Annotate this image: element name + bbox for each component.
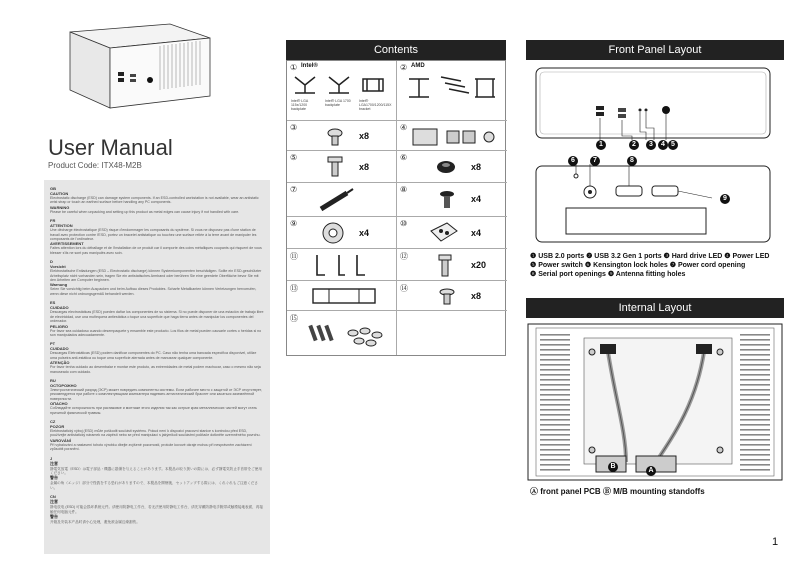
screw-icon: [437, 287, 457, 307]
long-screw-icon: [437, 253, 453, 279]
warning-heading: 注意: [50, 460, 58, 466]
vent-slot: [540, 374, 570, 376]
cell-quantity: x8: [359, 162, 370, 172]
warning-language: ES: [50, 300, 56, 306]
warning-text: 金属の角（エッジ）部分で怪我をする恐れがありますので、本製品を開梱後、セットアップする際には、くれぐれもご注意ください。: [50, 481, 258, 490]
warning-heading: CAUTION: [50, 191, 69, 196]
callout-marker: 5: [668, 140, 678, 150]
warning-text: Descargas electrostáticas (ESD) pueden dañar los componentes de su sistema. Si no puede disponer de una estación de trabajo libre de electricidad, use una muñequera antiestática o toque una superficie que haga tierra antes de manipular los componentes del ordenador.: [50, 310, 264, 324]
contents-cell-3: [287, 121, 397, 151]
warning-text: Při vybalování a nastavení tohoto výrobku dbejte zvýšené pozornosti, protože kovové okraje mohou při nesprávném zacházení způsobit poranění.: [50, 442, 252, 452]
front-panel-diagram: [526, 62, 784, 250]
cell-number: ⑩: [400, 219, 408, 228]
contents-cell-4: [397, 121, 507, 151]
legend-line: ❶ USB 2.0 ports ❷ USB 3.2 Gen 1 ports ❸ Hard drive LED ❹ Power LED: [530, 253, 770, 260]
vent-slot: [740, 364, 770, 366]
intel-backplates-icon: [291, 73, 391, 97]
warning-heading: CUIDADO: [50, 346, 69, 352]
front-panel-legend: [530, 252, 770, 279]
warning-section: [50, 419, 264, 452]
callout-marker: 9: [720, 194, 730, 204]
warning-text: 静電気放電（ESD）は電子部品・機器に損傷を与えることがあります。本製品の取り扱いの際には、必ず静電気防止手首帯をご使用ください。: [50, 466, 262, 475]
cell-number: ⑫: [400, 252, 408, 261]
callout-marker: 1: [596, 140, 606, 150]
cell-label: Intel®: [301, 63, 318, 69]
warning-language: D: [50, 259, 53, 265]
warning-text: Por favor tenha cuidado ao desembalar e montar este produto, as extremidades de metal podem machucar, caso o mesmo não seja manuseado com cuidado.: [50, 365, 261, 374]
callout-marker: A: [646, 466, 656, 476]
warning-language: J: [50, 455, 53, 461]
cell-caption: Intel® LGA 115x/1200 backplate: [291, 99, 308, 111]
cell-number: ②: [400, 63, 408, 72]
vent-slot: [540, 404, 570, 406]
vent-slot: [740, 459, 770, 461]
warning-section: [50, 456, 264, 491]
contents-cell-6: [397, 151, 507, 183]
screw-icon: [325, 127, 345, 147]
contents-cell-10: [397, 217, 507, 249]
vent-slot: [540, 419, 570, 421]
contents-cell-2: [397, 61, 507, 121]
cell-number: ⑮: [290, 314, 298, 323]
rubber-foot-icon: [435, 157, 457, 177]
warning-section: [50, 494, 264, 524]
warning-section: [50, 186, 264, 214]
vent-slot: [740, 399, 770, 401]
warning-section: [50, 218, 264, 255]
cell-number: ⑧: [400, 185, 408, 194]
drive-bracket-icon: [309, 285, 379, 307]
vent-slot: [540, 399, 570, 401]
vent-slot: [540, 439, 570, 441]
warning-heading: 警告: [50, 475, 58, 481]
cell-quantity: x8: [471, 291, 482, 301]
product-code: Product Code: ITX48-M2B: [48, 161, 142, 170]
vent-slot: [540, 349, 570, 351]
legend-line: ❽ Serial port openings ❾ Antenna fitting holes: [530, 271, 686, 278]
contents-cell-12: [397, 249, 507, 281]
vent-slot: [740, 389, 770, 391]
vent-slot: [740, 404, 770, 406]
warning-heading: Vorsicht: [50, 264, 66, 270]
vent-slot: [540, 379, 570, 381]
warning-heading: WARNING: [50, 204, 70, 210]
callout-marker: 2: [629, 140, 639, 150]
contents-cell-8: [397, 183, 507, 217]
warning-section: [50, 300, 264, 337]
cell-number: ⑤: [290, 153, 298, 162]
vent-slot: [740, 429, 770, 431]
internal-layout-header: Internal Layout: [526, 298, 784, 318]
mounting-bracket-icon: [429, 221, 459, 245]
contents-cell-9: [287, 217, 397, 249]
vent-slot: [540, 469, 570, 471]
contents-header: Contents: [286, 40, 506, 60]
washer-icon: [321, 221, 345, 245]
callout-marker: 6: [568, 156, 578, 166]
warning-heading: ОСТОРОЖНО: [50, 382, 77, 388]
warning-section: [50, 259, 264, 296]
vent-slot: [540, 424, 570, 426]
internal-layout-legend: Ⓐ front panel PCB Ⓑ M/B mounting standoffs: [530, 487, 705, 496]
warning-text: Elektrostatický výboj (ESD) může poškodit součásti systému. Pokud není k dispozici pracovní stanice s kontrolou před ESD, používejte antistatický náramek na zápěstí nebo se před manipulací s jakýmikoli součástmi počítače dotkněte uzemněného povrchu.: [50, 428, 261, 438]
front-panel-header: Front Panel Layout: [526, 40, 784, 60]
warning-heading: ATENÇÃO: [50, 360, 70, 366]
vent-slot: [540, 454, 570, 456]
vent-slot: [740, 444, 770, 446]
warnings-panel: [44, 180, 270, 554]
vent-slot: [540, 384, 570, 386]
warning-text: Une décharge électrostatique (ESD) risque d'endommager les composants du système. Si vous ne disposez pas d'une station de travail avec protection contre l'ESD, portez un bracelet antistatique ou touchez une surface reliée à la terre avant de manipuler les composants de l'ordinateur.: [50, 228, 257, 242]
cell-quantity: x4: [471, 194, 482, 204]
warning-text: Seien Sie vorsichtig beim Auspacken und beim Aufbau dieses Produktes. Scharfe Metallkanten können Verletzungen hervorrufen, wenn diese nicht ordnungsgemäß behandelt werden.: [50, 287, 257, 296]
cell-number: ⑬: [290, 284, 298, 293]
warning-heading: 注意: [50, 499, 58, 505]
product-illustration: [60, 20, 220, 120]
contents-cell-13: [287, 281, 397, 311]
manual-title: User Manual: [48, 135, 173, 160]
amd-brackets-icon: [405, 73, 501, 103]
vent-slot: [740, 369, 770, 371]
warning-text: 静电放电 (ESD) 可能会损坏系统元件。请使用防静电工作台，若无法使用防静电工作台，请先穿戴防静电手腕带或触摸接地表面，再接触任何电脑元件。: [50, 505, 264, 514]
cell-number: ①: [290, 63, 298, 72]
warning-text: Please be careful when unpacking and setting up this product as metal edges can cause injury if not handled with care.: [50, 209, 240, 214]
contents-cell-15: [287, 311, 397, 355]
vent-slot: [740, 334, 770, 336]
warning-heading: ОПАСНО: [50, 401, 68, 407]
vent-slot: [540, 359, 570, 361]
thermal-paste-syringe-icon: [317, 187, 357, 213]
spacers-icon: [411, 125, 501, 149]
warning-language: GB: [50, 186, 56, 191]
vent-slot: [540, 394, 570, 396]
hex-keys-icon: [311, 253, 371, 279]
contents-cell-14: [397, 281, 507, 311]
vent-slot: [740, 424, 770, 426]
warning-text: Descargas Eletrostáticas (ESD) podem danificar componentes do PC. Caso não tenha uma bancada específica disponível, utilize uma pulseira anti-estática ou toque uma superfície aterrada antes de manusear qualquer componente.: [50, 351, 257, 360]
warning-heading: AVERTISSEMENT: [50, 241, 84, 247]
cell-number: ⑨: [290, 219, 298, 228]
vent-slot: [540, 444, 570, 446]
vent-slot: [740, 349, 770, 351]
vent-slot: [740, 359, 770, 361]
cell-number: ④: [400, 123, 408, 132]
vent-slot: [540, 339, 570, 341]
warning-heading: 警告: [50, 514, 58, 520]
internal-layout-diagram: [526, 322, 784, 482]
cell-number: ⑪: [290, 252, 298, 261]
vent-slot: [740, 339, 770, 341]
warning-language: CN: [50, 494, 56, 500]
vent-slot: [740, 449, 770, 451]
vent-slot: [740, 439, 770, 441]
cell-label: AMD: [411, 63, 425, 69]
cell-number: ③: [290, 123, 298, 132]
warning-text: Electrostatic discharge (ESD) can damage system components. If an ESD-controlled workstation is not available, wear an antistatic wrist strap or touch an earthed surface before handling any PC components.: [50, 196, 259, 205]
vent-slot: [740, 419, 770, 421]
warning-language: CZ: [50, 418, 56, 424]
warning-text: 开箱及安装本产品时请小心处理，避免被金属边缘割伤。: [50, 520, 140, 525]
contents-cell-empty: [397, 311, 507, 355]
vent-slot: [740, 374, 770, 376]
cell-quantity: x4: [471, 228, 482, 238]
vent-slot: [540, 369, 570, 371]
legend-line: ❺ Power switch ❻ Kensington lock holes ❼ Power cord opening: [530, 262, 746, 269]
warning-language: RU: [50, 377, 56, 383]
vent-slot: [540, 389, 570, 391]
vent-slot: [740, 454, 770, 456]
warning-heading: ATTENTION: [50, 223, 73, 229]
callout-marker: 8: [627, 156, 637, 166]
vent-slot: [540, 364, 570, 366]
contents-cell-7: [287, 183, 397, 217]
vent-slot: [540, 459, 570, 461]
vent-slot: [740, 469, 770, 471]
cell-quantity: x8: [359, 131, 370, 141]
cell-number: ⑭: [400, 284, 408, 293]
vent-slot: [740, 384, 770, 386]
vent-slot: [540, 464, 570, 466]
contents-cell-5: [287, 151, 397, 183]
warning-text: Elektrostatische Entladungen (ESD – Electrostatic discharge) können Systemkomponenten beschädigen. Sollte ein ESD-geschützter Arbeitsplatz nicht vorhanden sein, tragen Sie ein antistatisches Armband oder berühren Sie eine geerdete Oberfläche bevor Sie mit den Arbeiten am Computer beginnen.: [50, 269, 262, 283]
warning-language: FR: [50, 218, 56, 224]
cell-quantity: x8: [471, 162, 482, 172]
warning-section: [50, 341, 264, 374]
vent-slot: [540, 414, 570, 416]
vent-slot: [740, 379, 770, 381]
callout-marker: 7: [590, 156, 600, 166]
vent-slot: [740, 464, 770, 466]
vent-slot: [540, 344, 570, 346]
cell-number: ⑥: [400, 153, 408, 162]
warning-section: [50, 378, 264, 415]
contents-cell-11: [287, 249, 397, 281]
contents-cell-1: [287, 61, 397, 121]
standoffs-icon: [307, 319, 387, 349]
vent-slot: [540, 334, 570, 336]
vent-slot: [740, 414, 770, 416]
vent-slot: [740, 344, 770, 346]
cell-caption: Intel® LGA 1700 backplate: [325, 99, 351, 107]
warning-text: Faites attention lors du déballage et de l'installation de ce produit car il comporte des coins métalliques coupants qui risquent de vous blesser s'ils ne sont pas manipulés avec soin.: [50, 246, 262, 255]
warning-heading: PELIGRO: [50, 323, 69, 329]
page-number: 1: [772, 536, 779, 548]
vent-slot: [540, 354, 570, 356]
cell-quantity: x20: [471, 260, 487, 270]
contents-grid: [286, 60, 506, 356]
screw-icon: [325, 155, 345, 179]
warning-text: Электростатический разряд (ЭСР) может повредить компоненты системы. Если рабочее место с защитой от ЭСР отсутствует, рекомендуется при работе с комплектующими компьютера надевать антистатический браслет или касаться заземлённой поверхности.: [50, 387, 262, 401]
callout-marker: 3: [646, 140, 656, 150]
vent-slot: [540, 409, 570, 411]
vent-slot: [740, 434, 770, 436]
vent-slot: [740, 409, 770, 411]
vent-slot: [740, 354, 770, 356]
cell-caption: Intel® LGA1700/1200/115X bracket: [359, 99, 392, 111]
vent-slot: [540, 449, 570, 451]
vent-slot: [740, 394, 770, 396]
warning-heading: CUIDADO: [50, 305, 69, 311]
screw-icon: [437, 189, 457, 211]
cell-quantity: x4: [359, 228, 370, 238]
warning-text: Соблюдайте осторожность при распаковке и монтаже этого изделия так как острые края металлических частей могут стать причиной физической травмы.: [50, 406, 257, 415]
callout-marker: B: [608, 462, 618, 472]
warning-text: Por favor sea cuidadoso cuando desempaquete y ensamble este producto. Los filos de metal pueden causarle cortes o heridas si no son manipulados adecuadamente.: [50, 328, 262, 337]
warning-language: PT: [50, 341, 56, 347]
vent-slot: [540, 429, 570, 431]
warning-heading: VAROVÁNÍ: [50, 437, 71, 443]
vent-slot: [540, 434, 570, 436]
warning-heading: POZOR: [50, 423, 65, 429]
callout-marker: 4: [658, 140, 668, 150]
cell-number: ⑦: [290, 185, 298, 194]
warning-heading: Warnung: [50, 282, 68, 288]
